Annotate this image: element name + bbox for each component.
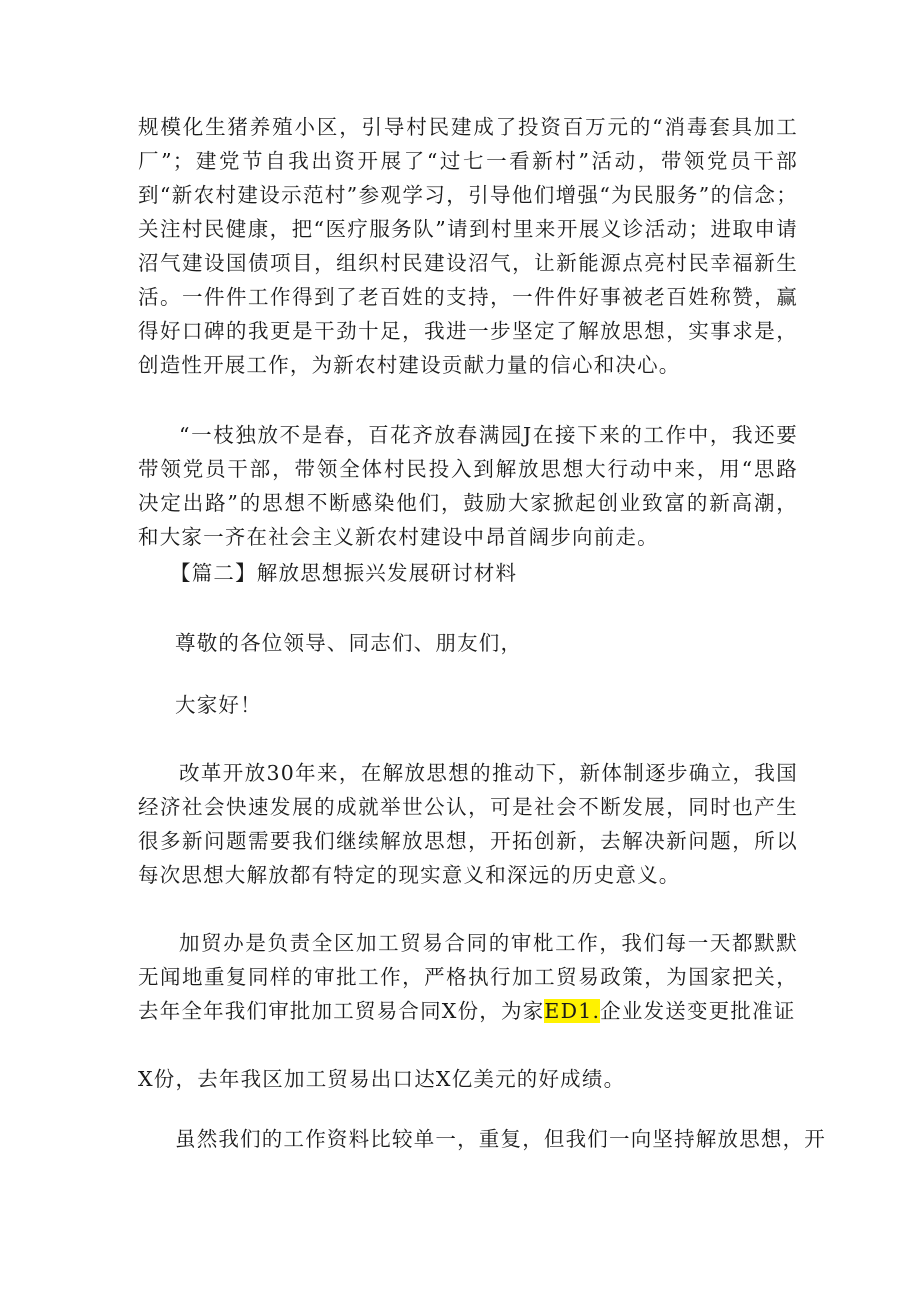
paragraph-continuation: 虽然我们的工作资料比较单一，重复，但我们一向坚持解放思想，开: [175, 1127, 826, 1151]
trade-office-text: 加贸办是负责全区加工贸易合同的审枇工作，我们每一天都默默无闻地重复同样的审批工作，严格执行加工贸易政策，为国家把关，去年全年我们审批加工贸易合同X份，为家: [138, 931, 798, 1023]
hello-line: 大家好！: [175, 693, 262, 717]
paragraph-reform: 改革开放30年来，在解放思想的推动下，新体制逐步确立，我国经济社会快速发展的成就举世公认，可是社会不断发展，同时也产生很多新问题需要我们继续解放思想，开拓创新，去解决新问题，所以每次思想大解放都有特定的现实意义和深远的历史意义。: [138, 761, 798, 887]
paragraph-conclusion: “一枝独放不是春，百花齐放春满园J在接下来的工作中，我还要带领党员干部，带领全体村民投入到解放思想大行动中来，用“思路决定出路”的思想不断感染他们，鼓励大家掀起创业致富的新高潮，和大家一齐在社会主义新农村建设中昂首阔步向前走。: [138, 423, 798, 549]
highlighted-text: ED1.: [544, 999, 601, 1023]
paragraph-trade-result: X份，去年我区加工贸易出口达X亿美元的好成绩。: [138, 1067, 626, 1091]
trade-office-tail: 企业发送变更批准证: [600, 999, 796, 1023]
paragraph-village-work: 规模化生猪养殖小区，引导村民建成了投资百万元的“消毒套具加工厂”；建党节自我出资开展了“过七一看新村”活动，带领党员干部到“新农村建设示范村”参观学习，引导他们增强“为民服务”的信念；关注村民健康，把“医疗服务队”请到村里来开展义诊活动；进取申请沼气建设国债项目，组织村民建设沼气，让新能源点亮村民幸福新生活。一件件工作得到了老百姓的支持，一件件好事被老百姓称赞，赢得好口碑的我更是干劲十足，我进一步坚定了解放思想，实事求是，创造性开展工作，为新农村建设贡献力量的信心和决心。: [138, 115, 798, 377]
greeting-line: 尊敬的各位领导、同志们、朋友们，: [175, 631, 523, 655]
paragraph-trade-office: [138, 926, 798, 1028]
section-heading: 【篇二】解放思想振兴发展研讨材料: [170, 561, 518, 585]
